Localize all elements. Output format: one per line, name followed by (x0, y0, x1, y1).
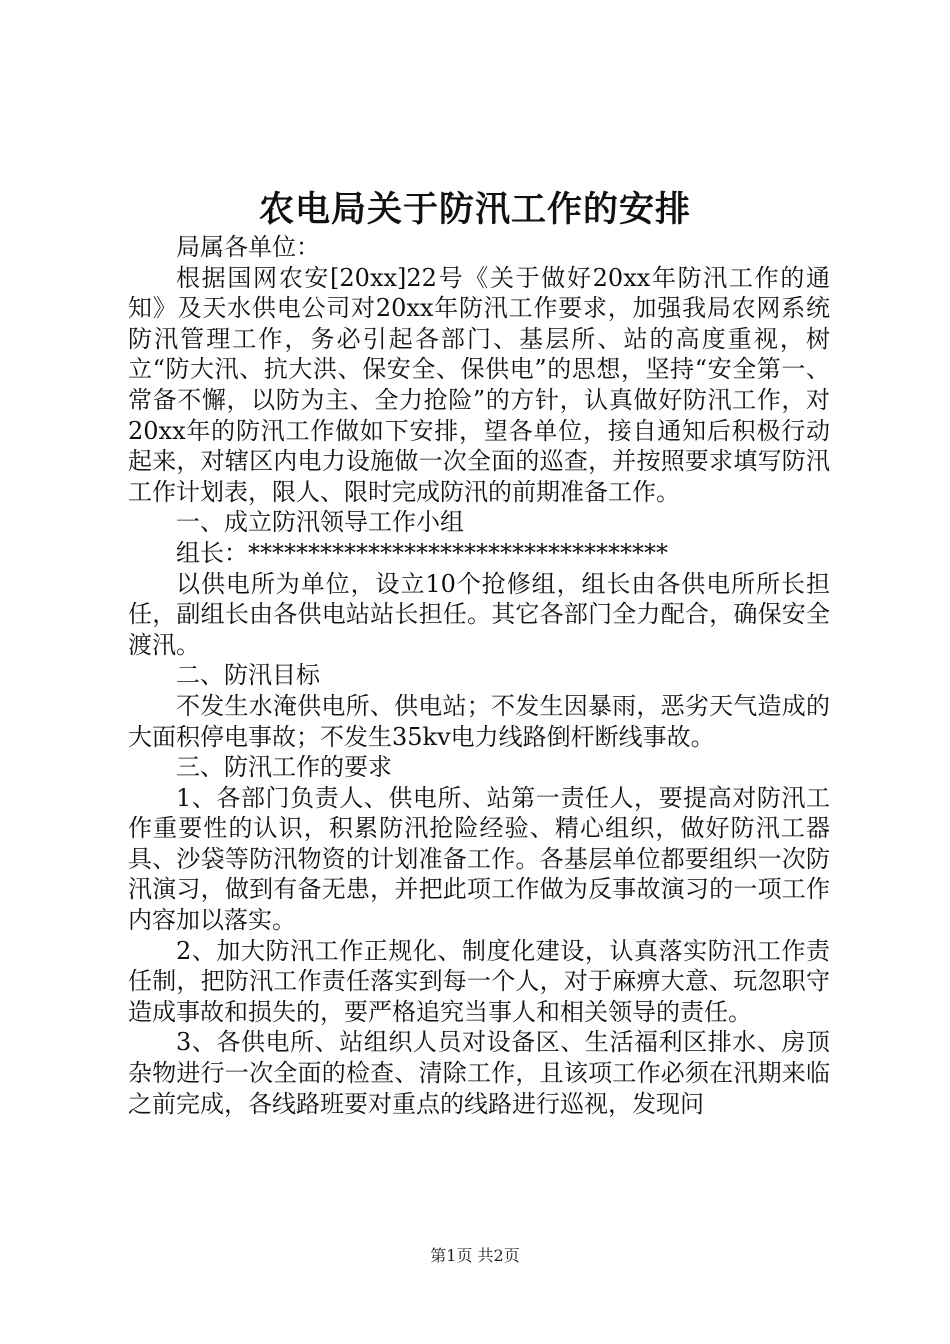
paragraph-requirement-3: 3、各供电所、站组织人员对设备区、生活福利区排水、房顶杂物进行一次全面的检查、清除工作，且该项工作必须在汛期来临之前完成，各线路班要对重点的线路进行巡视，发现问 (128, 1028, 830, 1118)
document-title: 农电局关于防汛工作的安排 (258, 189, 691, 230)
section-heading-2: 二、防汛目标 (176, 661, 320, 690)
salutation: 局属各单位： (176, 233, 320, 261)
paragraph-requirement-2: 2、加大防汛工作正规化、制度化建设，认真落实防汛工作责任制，把防汛工作责任落实到每一个人，对于麻痹大意、玩忽职守造成事故和损失的，要严格追究当事人和相关领导的责任。 (128, 936, 830, 1026)
paragraph-goals: 不发生水淹供电所、供电站；不发生因暴雨，恶劣天气造成的大面积停电事故；不发生35kv电力线路倒杆断线事故。 (128, 691, 830, 751)
paragraph-requirement-1: 1、各部门负责人、供电所、站第一责任人，要提高对防汛工作重要性的认识，积累防汛抢险经验、精心组织，做好防汛工器具、沙袋等防汛物资的计划准备工作。各基层单位都要组织一次防汛演习，做到有备无患，并把此项工作做为反事故演习的一项工作内容加以落实。 (128, 783, 830, 935)
section-heading-3: 三、防汛工作的要求 (176, 753, 392, 782)
paragraph-repair-groups: 以供电所为单位，设立10个抢修组，组长由各供电所所长担任，副组长由各供电站站长担任。其它各部门全力配合，确保安全渡汛。 (128, 569, 830, 659)
section-heading-1: 一、成立防汛领导工作小组 (176, 508, 464, 537)
paragraph-intro: 根据国网农安[20xx]22号《关于做好20xx年防汛工作的通知》及天水供电公司对20xx年防汛工作要求，加强我局农网系统防汛管理工作，务必引起各部门、基层所、站的高度重视，树立“防大汛、抗大洪、保安全、保供电”的思想，坚持“安全第一、常备不懈，以防为主、全力抢险”的方针，认真做好防汛工作，对20xx年的防汛工作做如下安排，望各单位，接自通知后积极行动起来，对辖区内电力设施做一次全面的巡查，并按照要求填写防汛工作计划表，限人、限时完成防汛的前期准备工作。 (128, 263, 830, 506)
group-leader-line: 组长：*********************************** (176, 538, 668, 567)
document-body (128, 232, 830, 1119)
page-footer: 第1页 共2页 (430, 1246, 520, 1265)
